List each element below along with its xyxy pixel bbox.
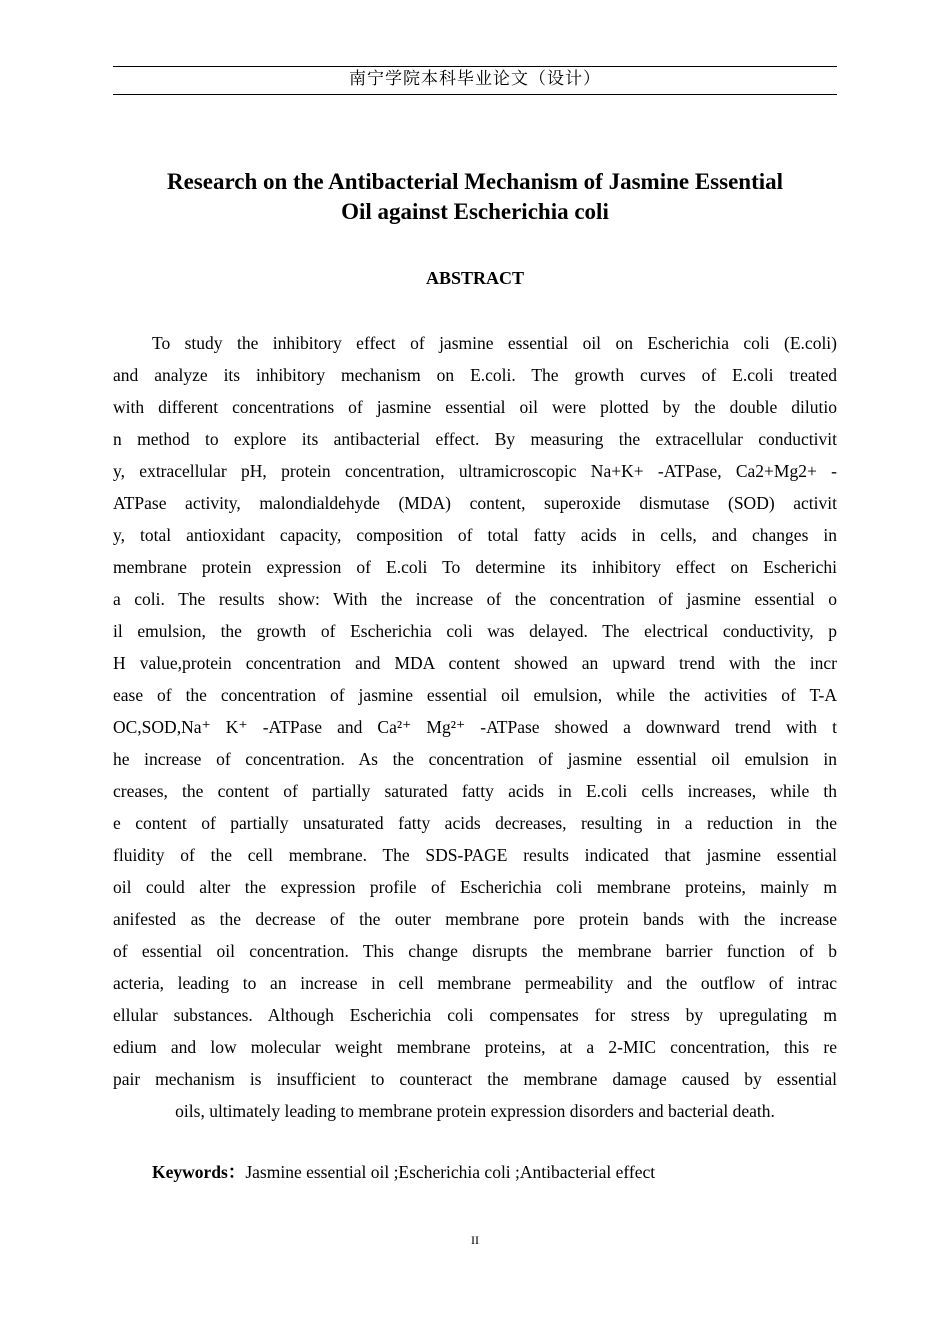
header-bottom-rule [113,94,837,95]
abstract-line: a coli. The results show: With the increase of the concentration of jasmine essential o [113,589,837,609]
abstract-line: il emulsion, the growth of Escherichia coli was delayed. The electrical conductivity, p [113,621,837,641]
abstract-line: edium and low molecular weight membrane proteins, at a 2-MIC concentration, this re [113,1037,837,1057]
abstract-line: To study the inhibitory effect of jasmine essential oil on Escherichia coli (E.coli) [152,333,837,353]
abstract-heading: ABSTRACT [425,268,525,288]
abstract-line: oils, ultimately leading to membrane protein expression disorders and bacterial death. [175,1101,775,1121]
paper-title-line-2: Oil against Escherichia coli [341,199,609,224]
keywords-label: Keywords： [152,1162,246,1182]
abstract-line: of essential oil concentration. This change disrupts the membrane barrier function of b [113,941,837,961]
abstract-line: creases, the content of partially saturated fatty acids in E.coli cells increases, while th [113,781,837,801]
abstract-line: H value,protein concentration and MDA content showed an upward trend with the incr [113,653,837,673]
abstract-line: ATPase activity, malondialdehyde (MDA) content, superoxide dismutase (SOD) activit [113,493,837,513]
abstract-line: ellular substances. Although Escherichia coli compensates for stress by upregulating m [113,1005,837,1025]
abstract-line: membrane protein expression of E.coli To determine its inhibitory effect on Escherichi [113,557,837,577]
abstract-line: fluidity of the cell membrane. The SDS-PAGE results indicated that jasmine essential [113,845,837,865]
abstract-line: e content of partially unsaturated fatty acids decreases, resulting in a reduction in the [113,813,837,833]
abstract-line: OC,SOD,Na⁺ K⁺ -ATPase and Ca²⁺ Mg²⁺ -ATPase showed a downward trend with t [113,717,837,737]
abstract-line: acteria, leading to an increase in cell membrane permeability and the outflow of intrac [113,973,837,993]
abstract-line: ease of the concentration of jasmine essential oil emulsion, while the activities of T-A [113,685,837,705]
abstract-line: anifested as the decrease of the outer membrane pore protein bands with the increase [113,909,837,929]
paper-title-line-1: Research on the Antibacterial Mechanism of Jasmine Essential [166,169,784,194]
abstract-line: with different concentrations of jasmine essential oil were plotted by the double dilutio [113,397,837,417]
paper-title [113,167,837,227]
abstract-line: y, total antioxidant capacity, composition of total fatty acids in cells, and changes in [113,525,837,545]
header-top-rule [113,66,837,67]
running-header: 南宁学院本科毕业论文（设计） [349,69,601,88]
page-number: II [471,1233,479,1247]
abstract-line: and analyze its inhibitory mechanism on E.coli. The growth curves of E.coli treated [113,365,837,385]
abstract-line: he increase of concentration. As the concentration of jasmine essential oil emulsion in [113,749,837,769]
abstract-line: n method to explore its antibacterial effect. By measuring the extracellular conductivit [113,429,837,449]
keywords-text: Jasmine essential oil ;Escherichia coli ;Antibacterial effect [245,1162,656,1182]
abstract-line: pair mechanism is insufficient to counteract the membrane damage caused by essential [113,1069,837,1089]
abstract-body [113,327,837,1127]
abstract-line: oil could alter the expression profile of Escherichia coli membrane proteins, mainly m [113,877,837,897]
abstract-line: y, extracellular pH, protein concentration, ultramicroscopic Na+K+ -ATPase, Ca2+Mg2+ - [113,461,837,481]
keywords-line [152,1160,655,1184]
